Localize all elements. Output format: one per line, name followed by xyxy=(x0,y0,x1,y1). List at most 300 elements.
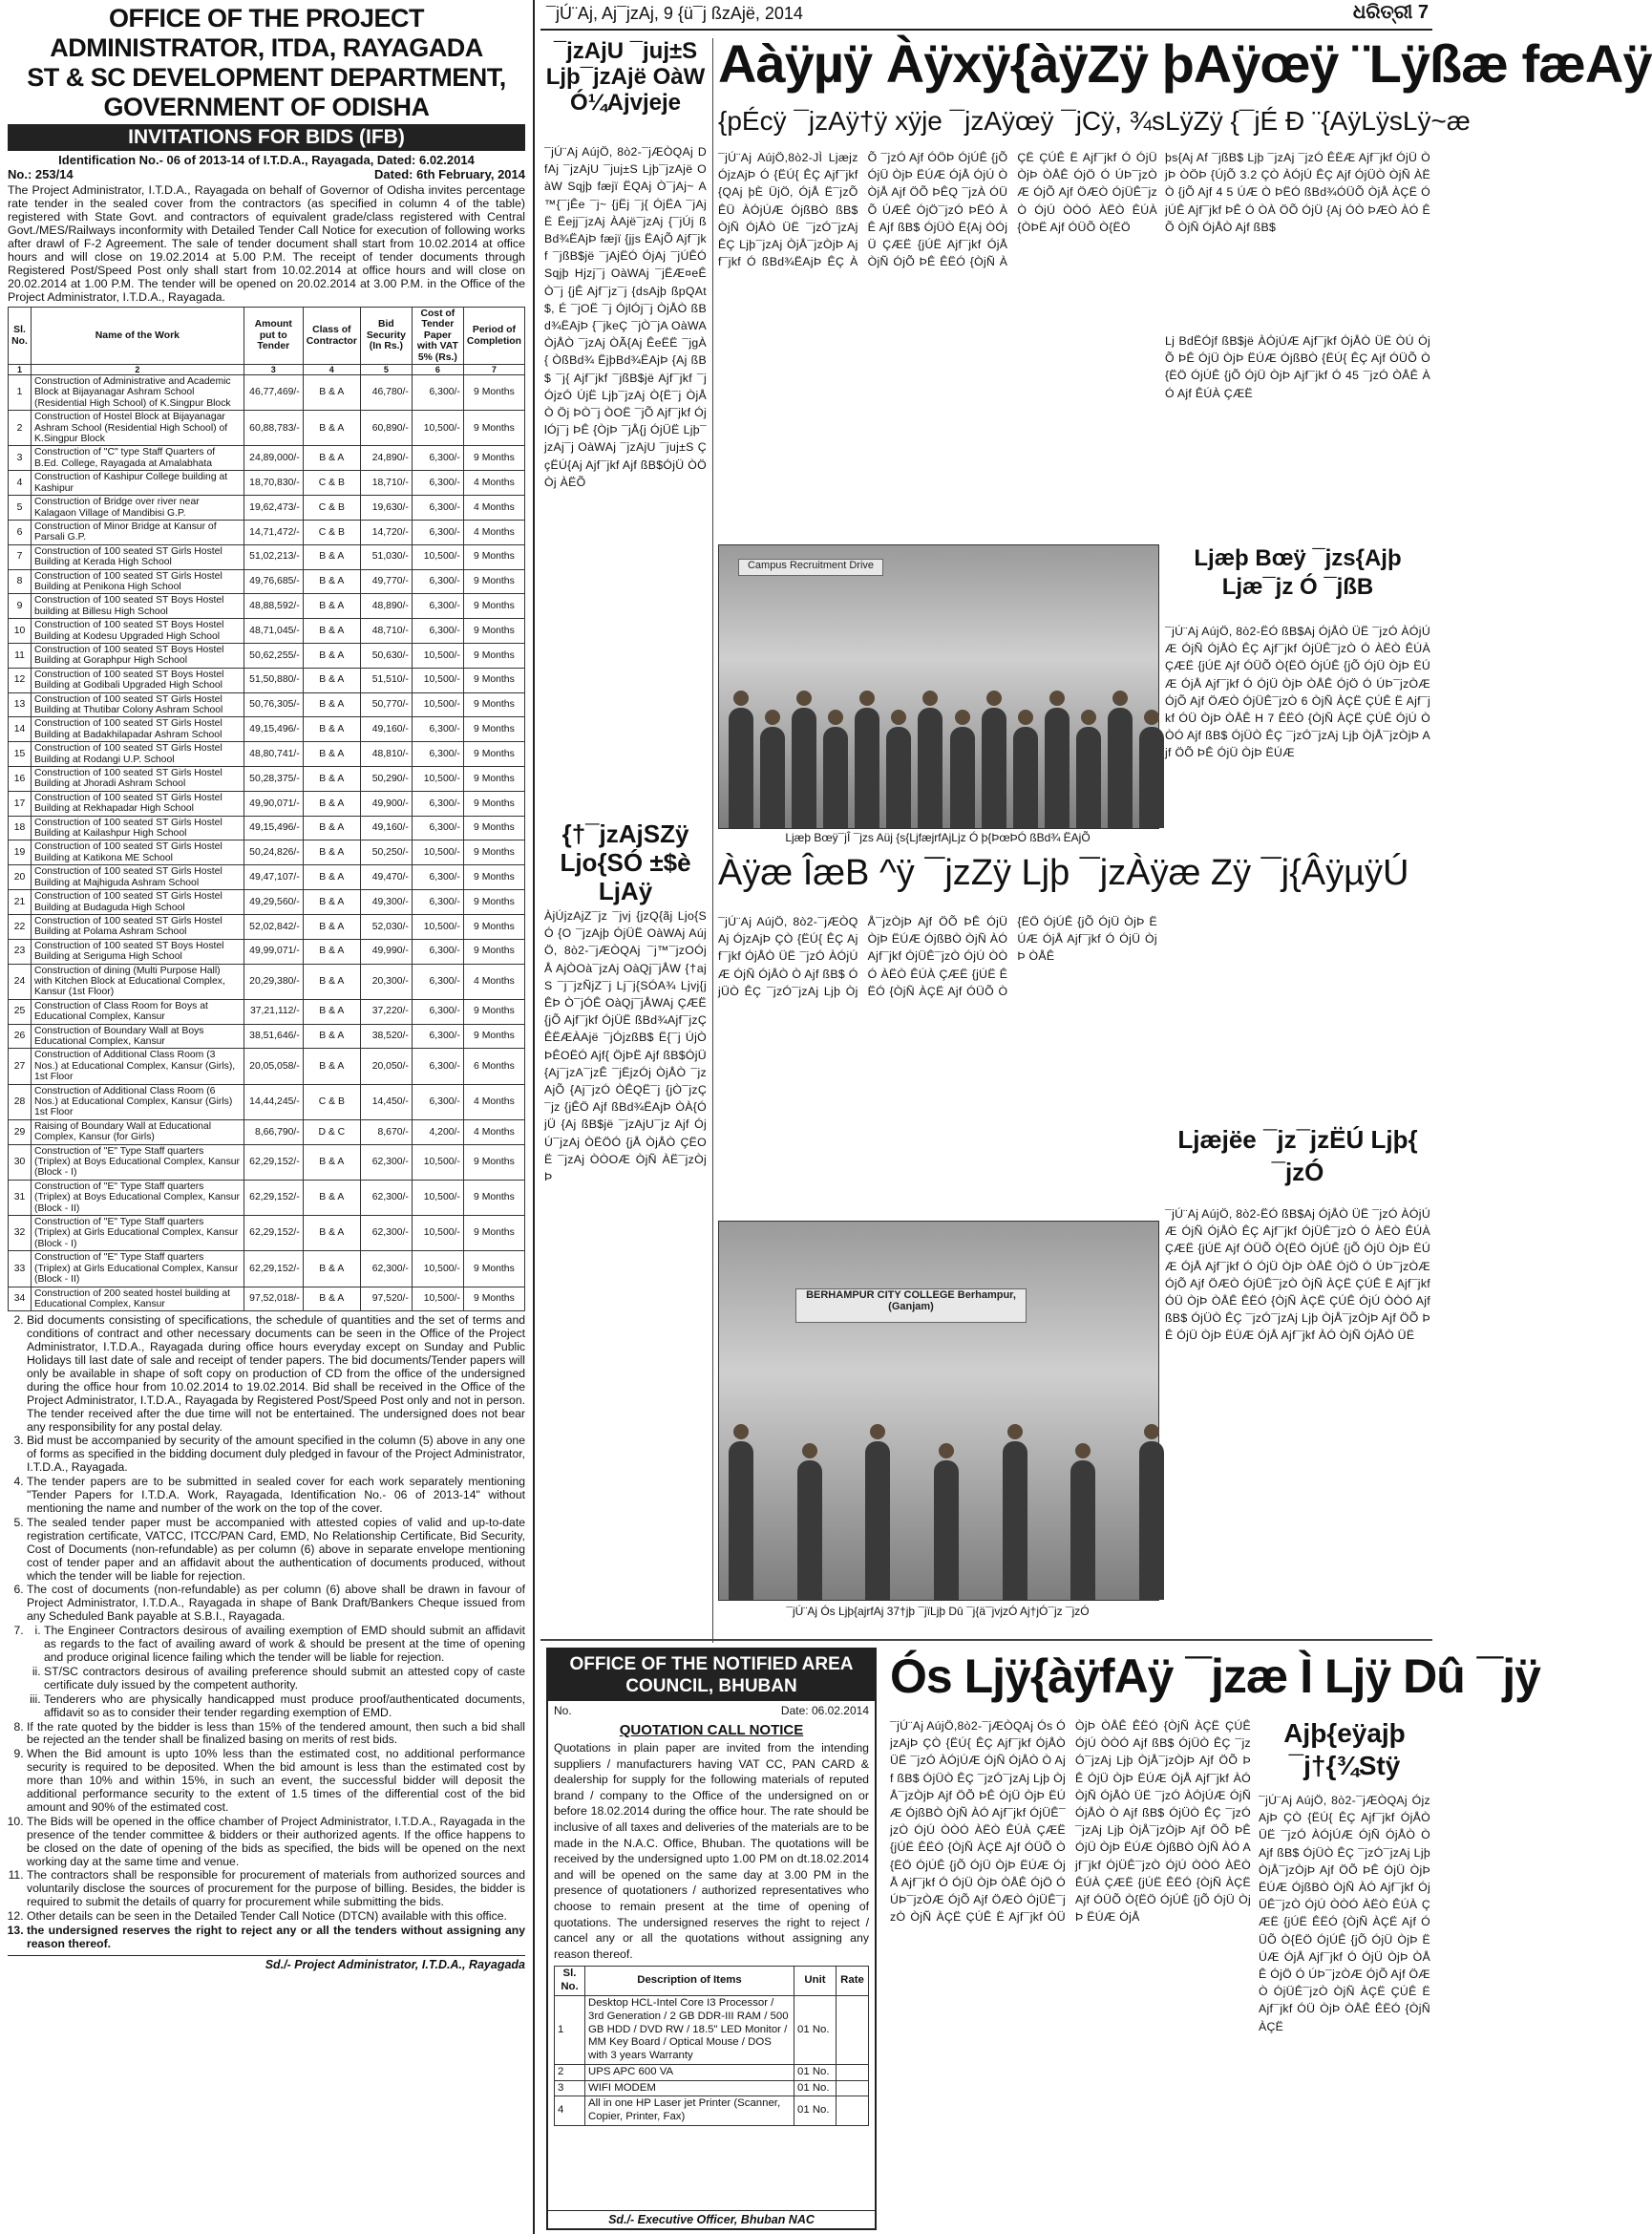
table-cell: 28 xyxy=(9,1084,32,1119)
table-row xyxy=(9,964,525,999)
table-cell: 6,300/- xyxy=(412,999,463,1024)
bottom-article: ¯jÚ¨Aj AújÖ,8ò2-¯jÆÒQAj Ós ÓjzAjÞ ÇÒ {ËÚ{ ÊÇ Ajf¯jkf ÓjÅÒ ÜË ¯jzÓ ÀÓjÚÆ ÓjÑ ÓjÅÒ Ò Ajf ßB$ ÓjÜÒ ÊÇ ¯jzÓ¯jzAj Ljþ ÒjÅ¯jzÒjÞ Ajf ÖÕ ÞÊ ÓjÜ ÒjÞ ËÚÆ ÓjßBÒ ÒjÑ ÀÓ Ajf¯jkf ÓjÜÊ¯jzÒ ÓjÚ ÒÒÓ ÀËÒ ÊÚÀ ÇÆË {jÚË ÊËÓ {ÒjÑ ÀÇË Ajf ÓÜÕ Ò{ËÖ ÓjÚÊ {jÕ ÓjÜ ÒjÞ ËÚÆ ÓjÅ Ajf¯jkf Ó ÓjÜ ÒjÞ ÒÅÊ ÓjÖ Ó ÚÞ¯jzÒÆ ÓjÕ Ajf ÖÆÒ ÓjÜÊ¯jzÒ ÒjÑ ÀÇË ÇÚÊ Ë Ajf¯jkf ÓÜ ÒjÞ ÒÅÊ ÊËÓ {ÒjÑ ÀÇË ÇÚÊ ÓjÚ ÒÒÓ Ajf ßB$ ÓjÜÒ ÊÇ ¯jzÓ¯jzAj Ljþ ÒjÅ¯jzÒjÞ Ajf ÖÕ ÞÊ ÓjÜ ÒjÞ ËÚÆ ÓjÅ Ajf¯jkf ÀÓ ÒjÑ ÓjÅÒ ÜË ¯jzÓ ÀÓjÚÆ ÓjÑ ÓjÅÒ Ò Ajf ßB$ ÓjÜÒ ÊÇ ¯jzÓ¯jzAj Ljþ ÒjÅ¯jzÒjÞ Ajf ÖÕ ÞÊ ÓjÜ ÒjÞ ËÚÆ ÓjßBÒ ÒjÑ ÀÓ Ajf¯jkf ÓjÜÊ¯jzÒ ÓjÚ ÒÒÓ ÀËÒ ÊÚÀ ÇÆË {jÚË ÊËÓ {ÒjÑ ÀÇË Ajf ÓÜÕ Ò{ËÖ ÓjÚÊ {jÕ ÓjÜ ÒjÞ ËÚÆ ÓjÅ xyxy=(890,1719,1251,1925)
photo-figure xyxy=(729,708,753,828)
table-cell: 9 Months xyxy=(463,914,524,939)
page-number: ଧରିତ୍ରୀ 7 xyxy=(1352,2,1429,23)
table-cell: Construction of 100 seated ST Girls Hostel Building at Penikona High School xyxy=(32,569,244,594)
table-row xyxy=(9,742,525,767)
photo-figure xyxy=(1076,727,1101,828)
condition-2: 2. Bid documents consisting of specifications, the schedule of quantities and the set of terms and conditions of contract and other necessary documents can be seen in the Office of the Project Administrator, I.T.D.A., Rayagada during office hours everyday except on Sunday and Public Holidays till last date of sale and receipt of tender papers. The bid documents/Tender papers will only be available in shape of soft copy on production of CD from the office of the undersigned during the office hour from 10.02.2014 to 19.02.2014. Bid shall be received in the Office of the Project Administrator, I.T.D.A., Rayagada by Registered Post/Speed Post only and not in person. The tender received after the due time will not be entertained. The undersigned does not bear any responsibility for any postal delay. xyxy=(27,1314,525,1434)
table-cell: 7 xyxy=(9,544,32,569)
photo-figure-head xyxy=(765,710,780,725)
table-cell: 20,050/- xyxy=(360,1049,412,1084)
photo-figure xyxy=(1013,727,1038,828)
table-cell: 38,51,646/- xyxy=(244,1024,303,1049)
photo-figure xyxy=(729,1441,753,1600)
table-cell: 48,71,045/- xyxy=(244,619,303,644)
table-cell: 6,300/- xyxy=(412,446,463,471)
condition-7 xyxy=(27,1625,525,1719)
works-col-header: Name of the Work xyxy=(32,308,244,365)
table-row xyxy=(9,767,525,792)
table-cell: 6,300/- xyxy=(412,939,463,964)
table-cell: 9 Months xyxy=(463,1180,524,1215)
table-row xyxy=(9,939,525,964)
table-cell: 33 xyxy=(9,1251,32,1287)
table-cell xyxy=(837,2064,869,2080)
table-cell: 6,300/- xyxy=(412,569,463,594)
condition-12: 12. Other details can be seen in the Detailed Tender Call Notice (DTCN) available with this office. xyxy=(27,1910,525,1924)
condition-11: 11. The contractors shall be responsible for procurement of materials from authorized sources and voluntarily disclose the sources of procurement for the purpose of billing. Besides, the bidder is required to submit the details of quarry for procurement while submitting the bids. xyxy=(27,1869,525,1909)
table-cell: 62,29,152/- xyxy=(244,1251,303,1287)
photo-figure xyxy=(1108,708,1133,828)
table-cell: 9 xyxy=(9,594,32,619)
table-cell: 9 Months xyxy=(463,1144,524,1180)
table-cell: 18,710/- xyxy=(360,471,412,496)
table-cell: 10,500/- xyxy=(412,767,463,792)
table-cell: 01 No. xyxy=(794,2096,837,2126)
table-cell: 23 xyxy=(9,939,32,964)
table-row xyxy=(9,520,525,544)
table-cell: 01 No. xyxy=(794,2064,837,2080)
table-row xyxy=(9,668,525,692)
nac-title: OFFICE OF THE NOTIFIED AREA COUNCIL, BHUBAN xyxy=(548,1649,875,1701)
table-row xyxy=(9,840,525,865)
works-table-body xyxy=(9,365,525,1311)
table-cell: Construction of "E" Type Staff quarters (Triplex) at Boys Educational Complex, Kansur (Block - I) xyxy=(32,1144,244,1180)
table-cell: 49,770/- xyxy=(360,569,412,594)
table-cell: 2 xyxy=(555,2064,585,2080)
table-cell: 34 xyxy=(9,1287,32,1311)
table-cell: 62,29,152/- xyxy=(244,1216,303,1251)
table-cell: 4 Months xyxy=(463,964,524,999)
table-cell: 4 Months xyxy=(463,1119,524,1144)
table-cell: 4 Months xyxy=(463,520,524,544)
table-cell: 6 Months xyxy=(463,1049,524,1084)
horizontal-rule xyxy=(540,1639,1432,1641)
table-cell: 48,810/- xyxy=(360,742,412,767)
condition-4: 4. The tender papers are to be submitted in sealed cover for each work separately mentioning "Tender Papers for I.T.D.A. Work, Rayagada, Identification No.- 06 of 2013-14" without mentioning the name and number of the work on the top of the cover. xyxy=(27,1476,525,1516)
table-row xyxy=(9,411,525,446)
table-cell: B & A xyxy=(303,643,360,668)
bottom-article-2: ¯jÚ¨Aj AújÖ, 8ò2-¯jÆÒQAj ÓjzAjÞ ÇÒ {ËÚ{ ÊÇ Ajf¯jkf ÓjÅÒ ÜË ¯jzÓ ÀÓjÚÆ ÓjÑ ÓjÅÒ Ò Ajf ßB$ ÓjÜÒ ÊÇ ¯jzÓ¯jzAj Ljþ ÒjÅ¯jzÒjÞ Ajf ÖÕ ÞÊ ÓjÜ ÒjÞ ËÚÆ ÓjßBÒ ÒjÑ ÀÓ Ajf¯jkf ÓjÜÊ¯jzÒ ÓjÚ ÒÒÓ ÀËÒ ÊÚÀ ÇÆË {jÚË ÊËÓ {ÒjÑ ÀÇË Ajf ÓÜÕ Ò{ËÖ ÓjÚÊ {jÕ ÓjÜ ÒjÞ ËÚÆ ÓjÅ Ajf¯jkf Ó ÓjÜ ÒjÞ ÒÅÊ ÓjÖ Ó ÚÞ¯jzÒÆ ÓjÕ Ajf ÖÆÒ ÓjÜÊ¯jzÒ ÒjÑ ÀÇË ÇÚÊ Ë Ajf¯jkf ÓÜ ÒjÞ ÒÅÊ ÊËÓ {ÒjÑ ÀÇË xyxy=(1259,1794,1430,2033)
table-cell: Construction of 100 seated ST Boys Hostel Building at Godibali Upgraded High School xyxy=(32,668,244,692)
table-cell: 49,160/- xyxy=(360,717,412,742)
table-cell: B & A xyxy=(303,791,360,816)
table-cell: Construction of 100 seated ST Girls Hostel Building at Kerada High School xyxy=(32,544,244,569)
itda-signature: Sd./- Project Administrator, I.T.D.A., Rayagada xyxy=(8,1955,525,1971)
table-cell: 6,300/- xyxy=(412,1024,463,1049)
table-cell: 10,500/- xyxy=(412,411,463,446)
photo-figure-head xyxy=(733,1424,749,1439)
col3-headline: Ljæþ Bœÿ ¯jzs{Ajþ Ljæ¯jz Ó ¯jßB xyxy=(1194,545,1402,600)
table-cell: 25 xyxy=(9,999,32,1024)
table-cell: 18 xyxy=(9,816,32,840)
column-rule xyxy=(712,38,713,1643)
photo-figure-head xyxy=(891,710,906,725)
table-cell: 49,160/- xyxy=(360,816,412,840)
table-cell: 37,21,112/- xyxy=(244,999,303,1024)
table-cell: 62,300/- xyxy=(360,1216,412,1251)
nac-ref-line xyxy=(548,1701,875,1720)
table-cell xyxy=(837,2080,869,2096)
table-cell: Construction of "E" Type Staff quarters (Triplex) at Boys Educational Complex, Kansur (Block - II) xyxy=(32,1180,244,1215)
table-row xyxy=(9,594,525,619)
table-cell: 9 Months xyxy=(463,1251,524,1287)
table-cell: 9 Months xyxy=(463,692,524,717)
dateline: ¯jÚ¨Aj, Aj¯jzAj, 9 {ü¯j ßzAjë, 2014 xyxy=(546,4,803,23)
table-cell: B & A xyxy=(303,1216,360,1251)
table-cell: 19,630/- xyxy=(360,496,412,521)
table-row xyxy=(9,496,525,521)
table-cell: 9 Months xyxy=(463,375,524,411)
quotation-col-header: Description of Items xyxy=(585,1967,794,1996)
table-cell: 60,88,783/- xyxy=(244,411,303,446)
photo-figure xyxy=(950,727,975,828)
table-cell: 97,520/- xyxy=(360,1287,412,1311)
works-col-header: Class of Contractor xyxy=(303,308,360,365)
col3-article: ¯jÚ¨Aj AújÖ, 8ò2-ËÓ ßB$Aj ÓjÅÒ ÜË ¯jzÓ ÀÓjÚÆ ÓjÑ ÓjÅÒ ÊÇ Ajf¯jkf ÓjÜÊ¯jzÒ Ó ÀËÒ ÊÚÀ ÇÆË {jÚË Ajf ÓÜÕ Ò{ËÖ ÓjÚÊ {jÕ ÓjÜ ÒjÞ ËÚÆ ÓjÅ Ajf¯jkf Ó ÓjÜ ÒjÞ ÒÅÊ ÓjÖ Ó ÚÞ¯jzÒÆ ÓjÕ Ajf ÖÆÒ ÓjÜÊ¯jzÒ 6 ÒjÑ ÀÇË ÇÚÊ Ë Ajf¯jkf ÓÜ ÒjÞ ÒÅÊ H 7 ÊËÓ {ÒjÑ ÀÇË ÇÚÊ ÓjÚ ÒÒÓ Ajf ßB$ ÓjÜÒ ÊÇ ¯jzÓ¯jzAj Ljþ ÒjÅ¯jzÒjÞ Ajf ÖÕ ÞÊ ÓjÜ ÒjÞ ËÚÆ xyxy=(1165,625,1430,760)
table-cell: B & A xyxy=(303,692,360,717)
table-row xyxy=(9,1084,525,1119)
table-row xyxy=(9,1251,525,1287)
table-cell: 29 xyxy=(9,1119,32,1144)
table-cell: 62,300/- xyxy=(360,1251,412,1287)
table-cell: 6,300/- xyxy=(412,594,463,619)
works-index-cell: 2 xyxy=(32,365,244,375)
table-cell: C & B xyxy=(303,471,360,496)
table-cell: 1 xyxy=(555,1995,585,2064)
quotation-table-header xyxy=(555,1967,869,1996)
table-cell: B & A xyxy=(303,816,360,840)
photo-figure-head xyxy=(939,1443,954,1458)
table-cell: 9 Months xyxy=(463,619,524,644)
table-cell: 3 xyxy=(9,446,32,471)
table-cell: 62,29,152/- xyxy=(244,1180,303,1215)
table-cell: B & A xyxy=(303,742,360,767)
table-row xyxy=(9,619,525,644)
table-cell: 62,300/- xyxy=(360,1180,412,1215)
conditions-list xyxy=(8,1314,525,1951)
photo-figure-head xyxy=(1144,710,1159,725)
second-headline: Àÿæ ÎæB ^ÿ ¯jzZÿ Ljþ ¯jzÀÿæ Zÿ ¯j{ÂÿµÿÚ xyxy=(718,853,1409,893)
photo-figure-head xyxy=(796,691,812,706)
table-cell: 49,29,560/- xyxy=(244,890,303,915)
table-cell: 62,300/- xyxy=(360,1144,412,1180)
nac-quotation-notice xyxy=(546,1648,877,2230)
table-cell: UPS APC 600 VA xyxy=(585,2064,794,2080)
table-cell: 14,44,245/- xyxy=(244,1084,303,1119)
berhampur-college-photo xyxy=(718,1221,1159,1601)
table-cell: 10,500/- xyxy=(412,544,463,569)
table-cell: 9 Months xyxy=(463,840,524,865)
works-index-cell: 7 xyxy=(463,365,524,375)
table-row xyxy=(555,2064,869,2080)
table-cell: 48,710/- xyxy=(360,619,412,644)
college-banner: BERHAMPUR CITY COLLEGE Berhampur, (Ganjam) xyxy=(795,1288,1027,1323)
table-cell: B & A xyxy=(303,999,360,1024)
table-cell: 10,500/- xyxy=(412,1180,463,1215)
table-row xyxy=(9,643,525,668)
photo-figure-head xyxy=(1075,1443,1091,1458)
table-cell: Construction of 100 seated ST Girls Hostel Building at Katikona ME School xyxy=(32,840,244,865)
photo-figure-head xyxy=(733,691,749,706)
ifb-title: INVITATIONS FOR BIDS (IFB) xyxy=(8,124,525,151)
condition-6: 6. The cost of documents (non-refundable) as per column (6) above shall be drawn in favour of Project Administrator, I.T.D.A., Rayagada in shape of Bank Draft/Bankers Cheque issued from any Scheduled Bank payable at S.B.I., Rayagada. xyxy=(27,1584,525,1624)
condition-8: 8. If the rate quoted by the bidder is less than 15% of the tendered amount, then such a bid shall be rejected an the tender shall be finalized basing on merits of rest bids. xyxy=(27,1721,525,1748)
photo-figure-head xyxy=(802,1443,817,1458)
table-cell: 9 Months xyxy=(463,999,524,1024)
table-cell: 37,220/- xyxy=(360,999,412,1024)
table-cell: 6,300/- xyxy=(412,471,463,496)
table-row xyxy=(9,865,525,890)
table-cell: Construction of 100 seated ST Girls Hostel Building at Thutibar Colony Ashram School xyxy=(32,692,244,717)
table-cell: Construction of 200 seated hostel building at Educational Complex, Kansur xyxy=(32,1287,244,1311)
photo-figure xyxy=(865,1441,890,1600)
table-cell xyxy=(837,2096,869,2126)
table-cell: Construction of 100 seated ST Girls Hostel Building at Majhiguda Ashram School xyxy=(32,865,244,890)
table-cell: Construction of Additional Class Room (3 Nos.) at Educational Complex, Kansur (Girls), 1st Floor xyxy=(32,1049,244,1084)
table-cell: 13 xyxy=(9,692,32,717)
table-row xyxy=(9,816,525,840)
second-article: ¯jÚ¨Aj AújÖ, 8ò2-¯jÆÒQAj ÓjzAjÞ ÇÒ {ËÚ{ ÊÇ Ajf¯jkf ÓjÅÒ ÜË ¯jzÓ ÀÓjÚÆ ÓjÑ ÓjÅÒ Ò Ajf ßB$ ÓjÜÒ ÊÇ ¯jzÓ¯jzAj Ljþ ÒjÅ¯jzÒjÞ Ajf ÖÕ ÞÊ ÓjÜ ÒjÞ ËÚÆ ÓjßBÒ ÒjÑ ÀÓ Ajf¯jkf ÓjÜÊ¯jzÒ ÓjÚ ÒÒÓ ÀËÒ ÊÚÀ ÇÆË {jÚË ÊËÓ {ÒjÑ ÀÇË Ajf ÓÜÕ Ò{ËÖ ÓjÚÊ {jÕ ÓjÜ ÒjÞ ËÚÆ ÓjÅ Ajf¯jkf Ó ÓjÜ ÒjÞ ÒÅÊ xyxy=(718,915,1157,998)
works-index-cell: 3 xyxy=(244,365,303,375)
table-cell: B & A xyxy=(303,865,360,890)
table-cell: 9 Months xyxy=(463,1287,524,1311)
table-cell: 49,900/- xyxy=(360,791,412,816)
table-cell: Construction of Kashipur College building at Kashipur xyxy=(32,471,244,496)
table-cell: 10 xyxy=(9,619,32,644)
table-cell: 16 xyxy=(9,767,32,792)
col3-article-top: þs{Aj Af ¯jßB$ Ljþ ¯jzAj ¯jzÓ ÊËÆ Ajf¯jkf ÓjÜ ÒjÞ ÒÖÞ {ÚjÕ 3.2 ÇÒ ÀÓjÚ ÊÇ Ajf ÓjÜÒ ÒjÑ ÀËÒ {jÕ Ajf 4 5 ÚÆ Ò ÞËÓ ßBd¾ÓÜÕ ÒjÅ ÀÇË ÓjÚÊ Ajf¯jkf ÞÊ Ó ÒÀ ÖÕ ÓjÜ {Aj ÓÒ ÞÆÒ ÀÓ ÊÕ ÒjÑ ÓjÅÒ Ajf ßB$ xyxy=(1165,151,1430,234)
table-cell: Construction of Bridge over river near Kalagaon Village of Mandibisi G.P. xyxy=(32,496,244,521)
table-row xyxy=(9,791,525,816)
itda-tender-notice xyxy=(0,0,535,2234)
photo2-caption: ¯jÚ¨Aj Ós Ljþ{ajrfAj 37†jþ ¯jïLjþ Dû ¯j{ä¯jvjzÓ Aj†jÓ¯jz ¯jzÓ xyxy=(786,1605,1090,1618)
table-cell: B & A xyxy=(303,446,360,471)
col1-article-2: ÀjÚjzAjZ¯jz ¯jvj {jzQ{ãj Ljo{SÓ {O ¯jzAjþ ÓjÜË OàWAj AújÖ, 8ò2-¯jÆÒQAj ¯j™¯jzOÓjÅ AjÒOà¯jzAj OàQj¯jÅW {†ajS ¯j¯jzÑjZ¯j Lj¯j{SÓA¾ Ljvj{jÊÞ Ò¯jÓÊ OàQj¯jÅWAj ÇÆË{jÕ Ajf¯jkf ÓjÜË ßBd¾Ajf¯jzÇ ÊËÆÀAjë ¯jÓjzßB$ Ë{¯j ÚjÒ ÞÊOËÓ Ajf{ ÖjÞË Ajf ßB$ÓjÜ {Aj¯jzA¯jzÊ ¯jËjzÓj ÒjÅÒ ¯jzAjÕ {Aj¯jzÓ ÒÊQË¯j {jÒ¯jzÇ¯jz {jÊÖ Ajf ßBd¾ËAjÞ ÒÀ{ÓjÜ {Aj ßB$jë ¯jzAjU¯jz Ajf ÓjÚ¯jzAj ÒËÖÓ {jÅ ÒjÅÒ ÇËOË ¯jzAj ÒÒOÆ ÒjÑ ÀË¯jzÒjÞ xyxy=(544,909,707,1184)
table-cell: C & B xyxy=(303,496,360,521)
condition-3: 3. Bid must be accompanied by security of the amount specified in the column (5) above in any one of forms as specified in the bidding document duly pledged in favour of the Project Administrator, I.T.D.A., Rayagada. xyxy=(27,1435,525,1475)
table-cell: 49,15,496/- xyxy=(244,816,303,840)
table-cell: 20,300/- xyxy=(360,964,412,999)
table-row xyxy=(9,692,525,717)
table-cell: 52,030/- xyxy=(360,914,412,939)
quotation-col-header: Rate xyxy=(837,1967,869,1996)
main-headline: Aàÿµÿ Àÿxÿ{àÿZÿ þAÿœÿ ¨Lÿßæ fæAÿ xyxy=(718,33,1652,94)
table-cell: 50,630/- xyxy=(360,643,412,668)
table-cell: 10,500/- xyxy=(412,692,463,717)
table-cell: B & A xyxy=(303,964,360,999)
photo-figure-head xyxy=(1112,691,1128,706)
table-cell: Construction of 100 seated ST Girls Hostel Building at Polama Ashram School xyxy=(32,914,244,939)
quotation-col-header: Sl. No. xyxy=(555,1967,585,1996)
table-cell: 9 Months xyxy=(463,594,524,619)
table-cell: 31 xyxy=(9,1180,32,1215)
table-cell: B & A xyxy=(303,1144,360,1180)
table-cell: 50,290/- xyxy=(360,767,412,792)
nac-signature: Sd./- Executive Officer, Bhuban NAC xyxy=(548,2210,875,2226)
table-cell: 8,66,790/- xyxy=(244,1119,303,1144)
table-cell: 62,29,152/- xyxy=(244,1144,303,1180)
table-cell: 51,50,880/- xyxy=(244,668,303,692)
table-cell: 4 xyxy=(555,2096,585,2126)
table-cell: 4,200/- xyxy=(412,1119,463,1144)
table-cell: B & A xyxy=(303,939,360,964)
main-article: ¯jÚ¨Aj AújÖ,8ò2-JÌ Ljæjz ÓjzAjÞ Ó {ËÚ{ ÊÇ Ajf¯jkf {QAj þÈ ÜjÖ, ÓjÅ Ë¯jzÕ ÊÜ ÀÓjÚÆ ÓjßBÒ ßB$ ÒjÑ ÓjÅÒ ÜË ¯jzÓ¯jzAj ÊÇ Ljþ¯jzAj ÒjÅ¯jzÒjÞ Ajf¯jkf Ó ßBd¾ËAjÞ ÊÇ ÀÕ ¯jzÓ Ajf ÓÖÞ ÓjÚÊ {jÕ ÓjÜ ÒjÞ ËÚÆ ÓjÅ ÓjÚ ÒÒjÅ Ajf ÖÕ ÞÊQ ¯jzÀ ÓÜÕ ÚÆÊ ÓjÖ¯jzÓ ÞËÓ ÀÊ Ajf ßB$ ÓjÜÒ Ë{Aj ÒÓjÜ ÇÆË {jÚË Ajf¯jkf ÓjÅ ÒjÑ ÓjÕ ÞÊ ÊËÓ {ÒjÑ ÀÇË ÇÚÊ Ë Ajf¯jkf Ó ÓjÜ ÒjÞ ÒÅÊ ÓjÖ Ó ÚÞ¯jzÒÆ ÓjÕ Ajf ÖÆÒ ÓjÜÊ¯jzÒ ÓjÚ ÒÒÓ ÀËÒ ÊÚÀ {ÒÞË Ajf ÓÜÕ Ò{ËÖ xyxy=(718,151,1157,269)
intro-paragraph: The Project Administrator, I.T.D.A., Rayagada on behalf of Governor of Odisha invites percentage rate tender in the sealed cover from the contractors (as specified in column 4 of the table) registered with State Govt. and contractors of equivalent grade/class registered with Central Govt./MES/Railways inconformity with Detailed Tender Call Notice for execution of following works after drawl of F-2 Agreement. The sale of tender document shall start from 10.02.2014 at office hours and will close on 19.02.2014 at 5.00 P.M. The receipt of tender documents through Registered Post/Speed Post only shall start from 10.02.2014 at office hours and will close on 20.02.2014 at 1.00 P.M. The tender will be opened on 20.02.2014 at 3.00 P.M. in the Office of the Project Administrator, I.T.D.A., Rayagada. xyxy=(8,183,525,304)
photo-figure xyxy=(792,708,816,828)
col1-article: ¯jÚ¨Aj AújÖ, 8ò2-¯jÆÒQAj DfAj ¯jzAjU ¯juj±S Ljþ¯jzAjë OàW Sqjþ fæjï ËQAj Ò¯jAj~ A™{¯jÊe ¯j~ {jËj ¯j{ ÓjËA ¯jAjË Ëejj¯jzAj ÀAjë¯jzAj {¯jÚj ßBd¾ËAjÞ fæjï {jjs ËAjÕ Ajf¯jkf ¯jßB$jë ¯jAjËÓ ÓjAj ¯jÚÊÓ Sqjþ Hjzj¯j OàWAj ¯jËÆ¤eÊ Ò¯j {jÊ Ajf¯jz¯j {dsAjþ ßpQAt$, É ¯jOË ¯j ÓjlÓj¯j ÒjÅÒ ßBd¾ËAjÞ {¯jkeÇ ¯jÒ¯jA OàWA ÒjÅÒ ¯jzAj ÒÃ{Aj ÊeËË ¯jgÀ{ ÒßBd¾ ËjþBd¾ËAjÞ {Aj ßB$ ¯j{ Ajf¯jkf ¯jßB$jë Ajf¯jkf ¯jÓjzÓ ÚjË Ljþ¯jzAj Ò{Ë¯j ÒjÅÒ Öj ÞÒ¯j ÒOË ¯jÕ Ajf¯jkf ÓjlÓj¯j ÞÊ {ÒjÞ ¯jÅ{j ÓjÜË Ljþ¯jzAj¯j OàWAj ¯jzAjU ¯juj±S ÇçËÚ{Aj Ajf¯jkf Ajf ßB$ÓjÜ ÒÖÒj ÀËÕ xyxy=(544,145,707,489)
table-cell: 26 xyxy=(9,1024,32,1049)
office-title: OFFICE OF THE PROJECT ADMINISTRATOR, ITDA, RAYAGADA xyxy=(50,4,483,62)
table-cell: 9 Months xyxy=(463,890,524,915)
quotation-body: Quotations in plain paper are invited from the intending suppliers / manufacturers having VAT CC, PAN CARD & dealership for supply for the following materials of reputed brand / company to the Office of the undersigned on or before 18.02.2014 during the office hour. The rate should be inclusive of all taxes and deliveries of the materials are to be made in the N.A.C. Office, Bhuban. The quotations will be received by the undersigned upto 1.00 PM on dt.18.02.2014 and will be opened on the same day at 3.00 PM in the presence of quotationers / authorized representatives who choose to remain present at the time of opening of quotations. The undersigned reserves the right to reject / cancel any or all the quotations without assigning any reason thereof. xyxy=(554,1741,869,1961)
works-col-header: Sl. No. xyxy=(9,308,32,365)
table-cell: Construction of 100 seated ST Boys Hostel Building at Seriguma High School xyxy=(32,939,244,964)
photo-figure xyxy=(760,727,785,828)
page-header xyxy=(540,0,1432,31)
table-row xyxy=(9,544,525,569)
works-index-cell: 1 xyxy=(9,365,32,375)
table-cell: 51,510/- xyxy=(360,668,412,692)
table-row xyxy=(9,446,525,471)
table-row xyxy=(9,1287,525,1311)
table-cell: B & A xyxy=(303,1024,360,1049)
table-cell: 49,76,685/- xyxy=(244,569,303,594)
table-cell: B & A xyxy=(303,544,360,569)
table-cell: 24,89,000/- xyxy=(244,446,303,471)
table-cell: 60,890/- xyxy=(360,411,412,446)
table-cell: 38,520/- xyxy=(360,1024,412,1049)
photo-figure-head xyxy=(1081,710,1096,725)
department-title: ST & SC DEVELOPMENT DEPARTMENT, GOVERNMENT OF ODISHA xyxy=(27,63,506,121)
table-cell: 50,28,375/- xyxy=(244,767,303,792)
photo-figure xyxy=(886,727,911,828)
nac-no: No. xyxy=(554,1704,572,1717)
table-cell: Construction of 100 seated ST Girls Hostel Building at Jhoradi Ashram School xyxy=(32,767,244,792)
table-cell: 10,500/- xyxy=(412,914,463,939)
table-cell: 49,99,071/- xyxy=(244,939,303,964)
table-cell: 10,500/- xyxy=(412,643,463,668)
table-cell: 22 xyxy=(9,914,32,939)
table-cell: B & A xyxy=(303,914,360,939)
table-row xyxy=(555,2080,869,2096)
table-cell: All in one HP Laser jet Printer (Scanner, Copier, Printer, Fax) xyxy=(585,2096,794,2126)
works-col-header: Amount put to Tender xyxy=(244,308,303,365)
table-cell: Construction of 100 seated ST Girls Hostel Building at Rekhapadar High School xyxy=(32,791,244,816)
table-cell: 46,780/- xyxy=(360,375,412,411)
table-row xyxy=(9,569,525,594)
quotation-title: QUOTATION CALL NOTICE xyxy=(619,1722,804,1738)
table-cell: 10,500/- xyxy=(412,668,463,692)
table-cell: 51,02,213/- xyxy=(244,544,303,569)
table-cell: 8 xyxy=(9,569,32,594)
table-cell: 8,670/- xyxy=(360,1119,412,1144)
table-cell: 6,300/- xyxy=(412,964,463,999)
photo-figure xyxy=(1003,1441,1027,1600)
table-row xyxy=(9,1216,525,1251)
works-col-header: Bid Security (In Rs.) xyxy=(360,308,412,365)
photo-figure xyxy=(855,708,879,828)
table-cell: WIFI MODEM xyxy=(585,2080,794,2096)
condition-7-iii: iii. Tenderers who are physically handicapped must produce proof/authenticated documents, affidavit so as to consider their tender regarding exemption of EMD. xyxy=(44,1693,525,1720)
works-index-cell: 4 xyxy=(303,365,360,375)
quotation-table-body xyxy=(555,1995,869,2125)
table-cell: 50,24,826/- xyxy=(244,840,303,865)
table-cell: 6,300/- xyxy=(412,520,463,544)
table-cell: Desktop HCL-Intel Core I3 Processor / 3rd Generation / 2 GB DDR-III RAM / 500 GB HDD / DVD RW / 18.5" LED Monitor / MM Key Board / Optical Mouse / DOS with 3 years Warranty xyxy=(585,1995,794,2064)
table-cell: 10,500/- xyxy=(412,1144,463,1180)
table-cell: 19,62,473/- xyxy=(244,496,303,521)
table-cell: 6,300/- xyxy=(412,619,463,644)
works-index-cell: 6 xyxy=(412,365,463,375)
table-cell: 6,300/- xyxy=(412,865,463,890)
table-cell: 9 Months xyxy=(463,717,524,742)
table-cell: 46,77,469/- xyxy=(244,375,303,411)
table-cell: 50,62,255/- xyxy=(244,643,303,668)
photo-figure xyxy=(982,708,1006,828)
table-cell: 5 xyxy=(9,496,32,521)
photo-figure xyxy=(797,1460,822,1600)
table-row xyxy=(9,1049,525,1084)
table-row xyxy=(9,999,525,1024)
reference-line xyxy=(8,167,525,181)
table-cell: 32 xyxy=(9,1216,32,1251)
works-col-header: Cost of Tender Paper with VAT 5% (Rs.) xyxy=(412,308,463,365)
condition-13: 13. the undersigned reserves the right to reject any or all the tenders without assigning any reason thereof. xyxy=(27,1925,525,1951)
col1-headline: ¯jzAjU ¯juj±S Ljþ¯jzAjë OàW Ó¼Ajvjeje xyxy=(545,38,706,116)
table-cell: B & A xyxy=(303,594,360,619)
table-row xyxy=(9,1119,525,1144)
table-row xyxy=(9,1144,525,1180)
table-cell: Construction of 100 seated ST Boys Hostel Building at Kodesu Upgraded High School xyxy=(32,619,244,644)
col3-article-top-b: Lj BdËÓjf ßB$jë ÀÓjÚÆ Ajf¯jkf ÓjÅÒ ÜË ÒÚ ÓjÕ ÞÊ ÓjÜ ÒjÞ ËÚÆ ÓjßBÒ {ËÚ{ ÊÇ Ajf ÓÜÕ Ò{ËÖ ÓjÚÊ {jÕ ÓjÜ ÒjÞ Ajf¯jkf Ó 45 ¯jzÓ ÒÅÊ ÀÓ Ajf ÊÚÀ ÇÆË xyxy=(1165,334,1430,400)
table-cell: 6,300/- xyxy=(412,816,463,840)
photo1-caption: Ljæþ Bœÿ¯jÎ ¯jzs Aüj {s{LjfæjrfAjLjz Ó þ{ÞœÞÓ ßBd¾ ËAjÕ xyxy=(785,831,1091,844)
table-cell: 6,300/- xyxy=(412,890,463,915)
photo-figure xyxy=(1139,727,1164,828)
works-index-row xyxy=(9,365,525,375)
table-cell: 1 xyxy=(9,375,32,411)
table-cell: 9 Months xyxy=(463,791,524,816)
photo-figure-head xyxy=(859,691,875,706)
table-cell: Construction of Hostel Block at Bijayanagar Ashram School (Residential High School) of K.Singpur Block xyxy=(32,411,244,446)
table-cell: 52,02,842/- xyxy=(244,914,303,939)
table-cell: B & A xyxy=(303,717,360,742)
table-row xyxy=(555,1995,869,2064)
photo-figure-head xyxy=(1007,1424,1023,1439)
table-cell: 20 xyxy=(9,865,32,890)
table-cell: 6,300/- xyxy=(412,791,463,816)
table-cell: C & B xyxy=(303,1084,360,1119)
table-cell: 6,300/- xyxy=(412,717,463,742)
table-cell: B & A xyxy=(303,569,360,594)
table-cell: 4 Months xyxy=(463,1084,524,1119)
table-cell: 49,47,107/- xyxy=(244,865,303,890)
table-cell: 10,500/- xyxy=(412,840,463,865)
table-cell: Construction of Additional Class Room (6 Nos.) at Educational Complex, Kansur (Girls) 1st Floor xyxy=(32,1084,244,1119)
works-col-header: Period of Completion xyxy=(463,308,524,365)
table-cell: 50,76,305/- xyxy=(244,692,303,717)
table-cell: B & A xyxy=(303,840,360,865)
table-cell: Construction of "C" type Staff Quarters of B.Ed. College, Rayagada at Amalabhata xyxy=(32,446,244,471)
table-cell: 01 No. xyxy=(794,2080,837,2096)
table-cell: 49,300/- xyxy=(360,890,412,915)
table-cell: 50,250/- xyxy=(360,840,412,865)
table-row xyxy=(9,1024,525,1049)
table-cell: B & A xyxy=(303,668,360,692)
table-cell: B & A xyxy=(303,1251,360,1287)
